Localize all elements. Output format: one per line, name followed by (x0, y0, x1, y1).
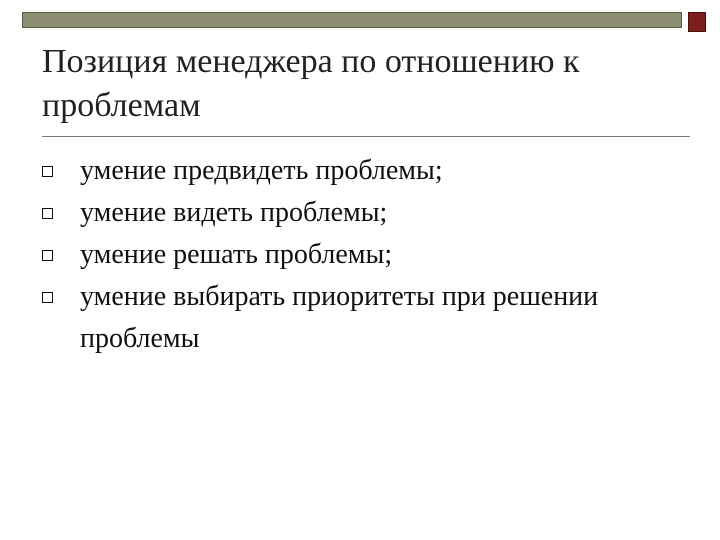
slide-title: Позиция менеджера по отношению к проблемам (42, 43, 580, 124)
bullet-text: умение видеть проблемы; (80, 197, 388, 228)
list-item (42, 234, 682, 276)
header-decor-bar (22, 12, 682, 28)
bullet-text: умение решать проблемы; (80, 239, 393, 270)
square-bullet-icon (42, 208, 53, 219)
bullet-text: умение выбирать приоритеты при решении проблемы (80, 281, 599, 354)
bullet-list (42, 150, 682, 360)
title-divider (42, 136, 690, 137)
list-item (42, 276, 682, 360)
square-bullet-icon (42, 166, 53, 177)
list-item (42, 192, 682, 234)
bullet-text: умение предвидеть проблемы; (80, 155, 443, 186)
corner-accent-square (688, 12, 706, 32)
list-item (42, 150, 682, 192)
square-bullet-icon (42, 250, 53, 261)
square-bullet-icon (42, 292, 53, 303)
